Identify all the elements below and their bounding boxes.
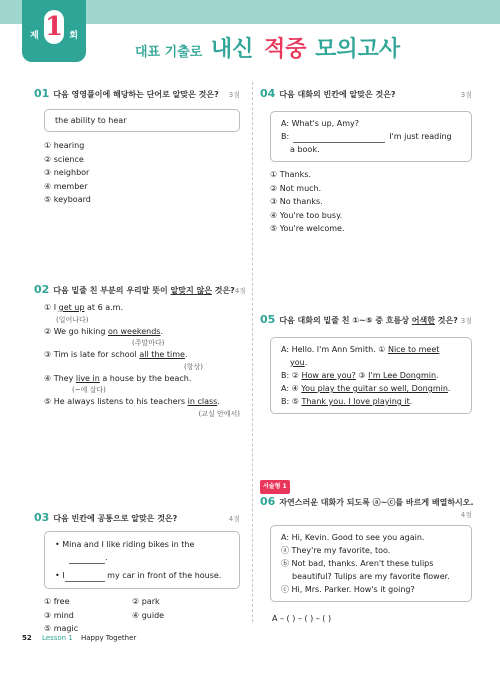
gloss: (항상) — [184, 362, 203, 371]
dialogue-line-3: A: ④ You play the guitar so well, Dongmin. — [281, 384, 451, 393]
question-text: 자연스러운 대화가 되도록 ⓐ~ⓒ를 바르게 배열하시오. — [279, 498, 474, 507]
dialogue-line-4: B: ⑤ Thank you. I love playing it. — [281, 397, 413, 406]
options-grid — [34, 595, 240, 636]
sentence-2: • I my car in front of the house. — [55, 571, 222, 580]
option-5[interactable]: ⑤ He always listens to his teachers in class. — [44, 397, 220, 406]
question-06 — [260, 480, 472, 626]
blank[interactable] — [69, 554, 105, 564]
option-5[interactable]: ⑤ keyboard — [44, 195, 91, 204]
lesson-title: Happy Together — [81, 634, 137, 642]
points: 4점 — [228, 515, 240, 523]
edition-suffix: 회 — [69, 31, 78, 41]
essay-badge: 서술형 1 — [260, 480, 290, 494]
underlined-phrase: all the time — [139, 350, 185, 359]
option-3[interactable]: ③ No thanks. — [270, 197, 323, 206]
dialogue-box: A: Hello. I'm Ann Smith. ① Nice to meet you. B: ② How are you? ③ I'm Lee Dongmin. A: ④ You play the guitar so well, Dongmin. B: ⑤ Thank you. I love playing it. — [270, 337, 472, 414]
option-5[interactable]: ⑤ You're welcome. — [270, 224, 345, 233]
option-1[interactable]: ① I get up at 6 a.m. — [44, 303, 123, 312]
option-5[interactable]: ⑤ magic — [44, 624, 79, 633]
points: 4점 — [460, 511, 472, 519]
question-text: 다음 대화의 빈칸에 알맞은 것은? — [279, 90, 396, 99]
question-number: 05 — [260, 313, 276, 326]
gloss: (교실 안에서) — [198, 409, 240, 418]
dialogue-box — [270, 525, 472, 602]
question-number: 03 — [34, 511, 50, 524]
option-1[interactable]: ① Thanks. — [270, 170, 311, 179]
blank[interactable] — [293, 133, 385, 143]
question-01 — [34, 88, 240, 207]
option-2[interactable]: ② science — [44, 154, 84, 164]
question-text: 다음 대화의 밑줄 친 ①~⑤ 중 흐름상 어색한 것은? — [279, 316, 458, 325]
dialogue-line-a-option: ⓐ They're my favorite, too. — [281, 546, 391, 555]
gloss: (~에 살다) — [72, 386, 106, 394]
question-04 — [260, 88, 472, 236]
dialogue-line-2: B: ② How are you? ③ I'm Lee Dongmin. — [281, 371, 439, 380]
underlined-phrase: in class — [187, 397, 218, 406]
points: 4점 — [234, 287, 247, 295]
question-text-pre: 다음 밑줄 친 부분의 우리말 뜻이 — [53, 286, 171, 295]
question-text-emphasis: 알맞지 않은 — [170, 286, 212, 295]
dialogue-line-c-option: ⓒ Hi, Mrs. Parker. How's it going? — [281, 585, 415, 594]
underlined-phrase: on weekends — [107, 326, 161, 336]
edition-number: 1 — [44, 12, 64, 42]
question-05 — [260, 314, 472, 414]
option-1[interactable]: ① hearing — [44, 141, 85, 150]
answer-line[interactable]: A – ( ) – ( ) – ( ) — [272, 614, 332, 623]
underlined-phrase: get up — [58, 303, 85, 312]
question-text-post: 것은? — [211, 286, 235, 295]
dialogue-line-b-option: ⓑ Not bad, thanks. Aren't these tulips — [281, 559, 434, 568]
definition-box: the ability to hear — [44, 109, 240, 132]
points: 3점 — [460, 91, 472, 99]
option-2[interactable]: ② park — [132, 597, 160, 606]
question-text: 다음 영영풀이에 해당하는 단어로 알맞은 것은? — [53, 90, 219, 99]
option-3[interactable]: ③ neighbor — [44, 168, 90, 177]
option-4[interactable]: ④ You're too busy. — [270, 210, 343, 220]
question-number: 01 — [34, 87, 50, 100]
option-3[interactable]: ③ mind — [44, 610, 74, 620]
question-text: 다음 빈칸에 공통으로 알맞은 것은? — [53, 514, 178, 523]
title-small: 대표 기출로 — [135, 45, 203, 60]
points: 3점 — [460, 317, 472, 325]
title-rest: 모의고사 — [315, 37, 401, 62]
gloss: (주말마다) — [132, 339, 165, 347]
title-accent: 적중 — [264, 37, 307, 62]
edition-tab — [22, 0, 86, 62]
title-big: 내신 — [210, 37, 254, 62]
dialogue-line-b: B: I'm just reading — [281, 132, 452, 141]
option-1[interactable]: ① free — [44, 597, 70, 606]
option-3[interactable]: ③ Tim is late for school all the time. — [44, 350, 188, 359]
question-number: 02 — [34, 283, 50, 296]
option-4[interactable]: ④ guide — [132, 610, 165, 620]
option-2[interactable]: ② We go hiking on weekends. — [44, 326, 164, 336]
blank[interactable] — [65, 572, 105, 582]
points: 3점 — [228, 91, 240, 99]
sentence-1: • Mina and I like riding bikes in the — [55, 540, 195, 549]
dialogue-line-b-cont: beautiful? Tulips are my favorite flower. — [292, 572, 450, 581]
page-number: 52 — [22, 634, 32, 642]
gloss: (일어나다) — [56, 315, 89, 324]
dialogue-line-b-cont: a book. — [290, 145, 320, 154]
dialogue-line-a: A: Hi, Kevin. Good to see you again. — [281, 533, 425, 542]
question-03 — [34, 512, 240, 636]
column-divider — [252, 82, 253, 622]
dialogue-line-a: A: What's up, Amy? — [281, 119, 359, 128]
page-footer — [22, 634, 136, 642]
question-number: 04 — [260, 87, 276, 100]
question-text-emphasis: 어색한 — [411, 316, 435, 325]
sentence-box: • Mina and I like riding bikes in the . • I my car in front of the house. — [44, 531, 240, 589]
option-2[interactable]: ② Not much. — [270, 183, 322, 193]
question-text — [53, 285, 235, 297]
question-02 — [34, 283, 247, 419]
dialogue-line-1: A: Hello. I'm Ann Smith. ① Nice to meet — [281, 345, 440, 354]
edition-prefix: 제 — [30, 31, 39, 41]
option-4[interactable]: ④ They live in a house by the beach. — [44, 373, 192, 383]
options-list — [34, 301, 240, 419]
underlined-phrase: live in — [75, 373, 100, 383]
options-list — [34, 139, 240, 207]
options-list — [260, 168, 472, 236]
option-4[interactable]: ④ member — [44, 181, 88, 191]
dialogue-box — [270, 111, 472, 162]
lesson-label: Lesson 1 — [41, 634, 73, 642]
question-number: 06 — [260, 495, 276, 508]
page-title — [135, 32, 400, 63]
